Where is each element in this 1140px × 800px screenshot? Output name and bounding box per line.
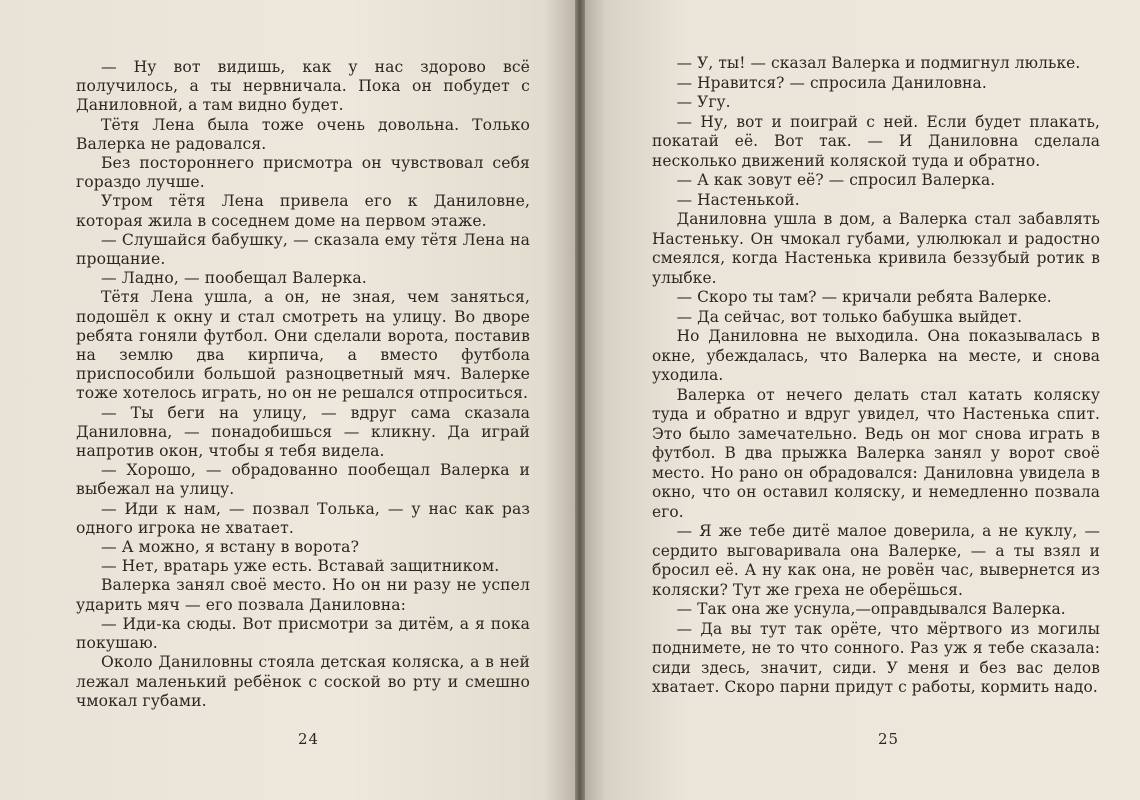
paragraph: Около Даниловны стояла детская коляска, а в ней лежал маленький ребёнок с соской во рту и смешно чмокал губами. <box>76 653 530 710</box>
paragraph: — А как зовут её? — спросил Валерка. <box>676 171 996 189</box>
paragraph: — Ты беги на улицу, — вдруг сама сказала Даниловна, — понадобишься — кликну. Да играй напротив окон, чтобы я тебя видела. <box>76 403 530 461</box>
paragraph: — А можно, я встану в ворота? <box>100 538 360 557</box>
paragraph: — Угу. <box>676 93 731 111</box>
paragraph: — Иди к нам, — позвал Толька, — у нас как раз одного игрока не хватает. <box>76 499 530 537</box>
book-gutter <box>575 0 585 800</box>
right-page-text <box>652 54 1100 698</box>
paragraph: — Так она же уснула,—оправдывался Валерка. <box>676 600 1066 618</box>
page-number-right: 25 <box>878 730 900 748</box>
paragraph: — Ладно, — пообещал Валерка. <box>100 269 367 288</box>
page-number-left: 24 <box>298 730 320 748</box>
paragraph: — Я же тебе дитё малое доверила, а не куклу, — сердито выговаривала она Валерке, — а ты взял и бросил её. А ну как она, не ровён час, вывернется из коляски? Тут же греха не оберёшься. <box>652 522 1100 599</box>
paragraph: — Хорошо, — обрадованно пообещал Валерка и выбежал на улицу. <box>76 461 530 499</box>
right-page <box>578 0 1140 800</box>
paragraph: Тётя Лена была тоже очень довольна. Только Валерка не радовался. <box>76 115 530 153</box>
paragraph: — Слушайся бабушку, — сказала ему тётя Лена на прощание. <box>76 230 530 269</box>
paragraph: — Скоро ты там? — кричали ребята Валерке. <box>676 288 1052 306</box>
paragraph: — Да сейчас, вот только бабушка выйдет. <box>676 307 1023 326</box>
paragraph: — Настенькой. <box>676 190 800 209</box>
paragraph: Без постороннего присмотра он чувствовал себя гораздо лучше. <box>76 154 530 192</box>
paragraph: Но Даниловна не выходила. Она показывалась в окне, убеждалась, что Валерка на месте, и снова уходила. <box>652 327 1100 384</box>
paragraph: — Ну вот видишь, как у нас здорово всё получилось, а ты нервничала. Пока он побудет с Даниловной, а там видно будет. <box>76 58 530 115</box>
paragraph: Тётя Лена ушла, а он, не зная, чем заняться, подошёл к окну и стал смотреть на улицу. Во дворе ребята гоняли футбол. Они сделали ворота, поставив на землю два кирпича, а вместо футбола приспособили большой разноцветный мяч. Валерке тоже хотелось играть, но он не решался отпроситься. <box>76 288 530 403</box>
paragraph: — Нет, вратарь уже есть. Вставай защитником. <box>100 557 500 576</box>
paragraph: Даниловна ушла в дом, а Валерка стал забавлять Настеньку. Он чмокал губами, улюлюкал и радостно смеялся, когда Настенька кривила беззубый ротик в улыбке. <box>652 210 1100 287</box>
paragraph: — Иди-ка сюды. Вот присмотри за дитём, а я пока покушаю. <box>76 614 530 653</box>
paragraph: Валерка занял своё место. Но он ни разу не успел ударить мяч — его позвала Даниловна: <box>76 576 530 614</box>
paragraph: — Ну, вот и поиграй с ней. Если будет плакать, покатай её. Вот так. — И Даниловна сделала несколько движений коляской туда и обратно. <box>652 112 1100 170</box>
left-page-text <box>76 58 530 711</box>
paragraph: Валерка от нечего делать стал катать коляску туда и обратно и вдруг увидел, что Настенька спит. Это было замечательно. Ведь он мог снова играть в футбол. В два прыжка Валерка занял у ворот своё место. Но рано он обрадовался: Даниловна увидела в окно, что он оставил коляску, и немедленно позвала его. <box>652 385 1100 521</box>
paragraph: — Нравится? — спросила Даниловна. <box>676 73 987 92</box>
paragraph: — Да вы тут так орёте, что мёртвого из могилы поднимете, не то что сонного. Раз уж я тебе сказала: сиди здесь, значит, сиди. У меня и без вас делов хватает. Скоро парни придут с работы, кормить надо. <box>652 619 1100 696</box>
paragraph: — У, ты! — сказал Валерка и подмигнул люльке. <box>676 54 1081 72</box>
paragraph: Утром тётя Лена привела его к Даниловне, которая жила в соседнем доме на первом этаже. <box>76 192 530 230</box>
